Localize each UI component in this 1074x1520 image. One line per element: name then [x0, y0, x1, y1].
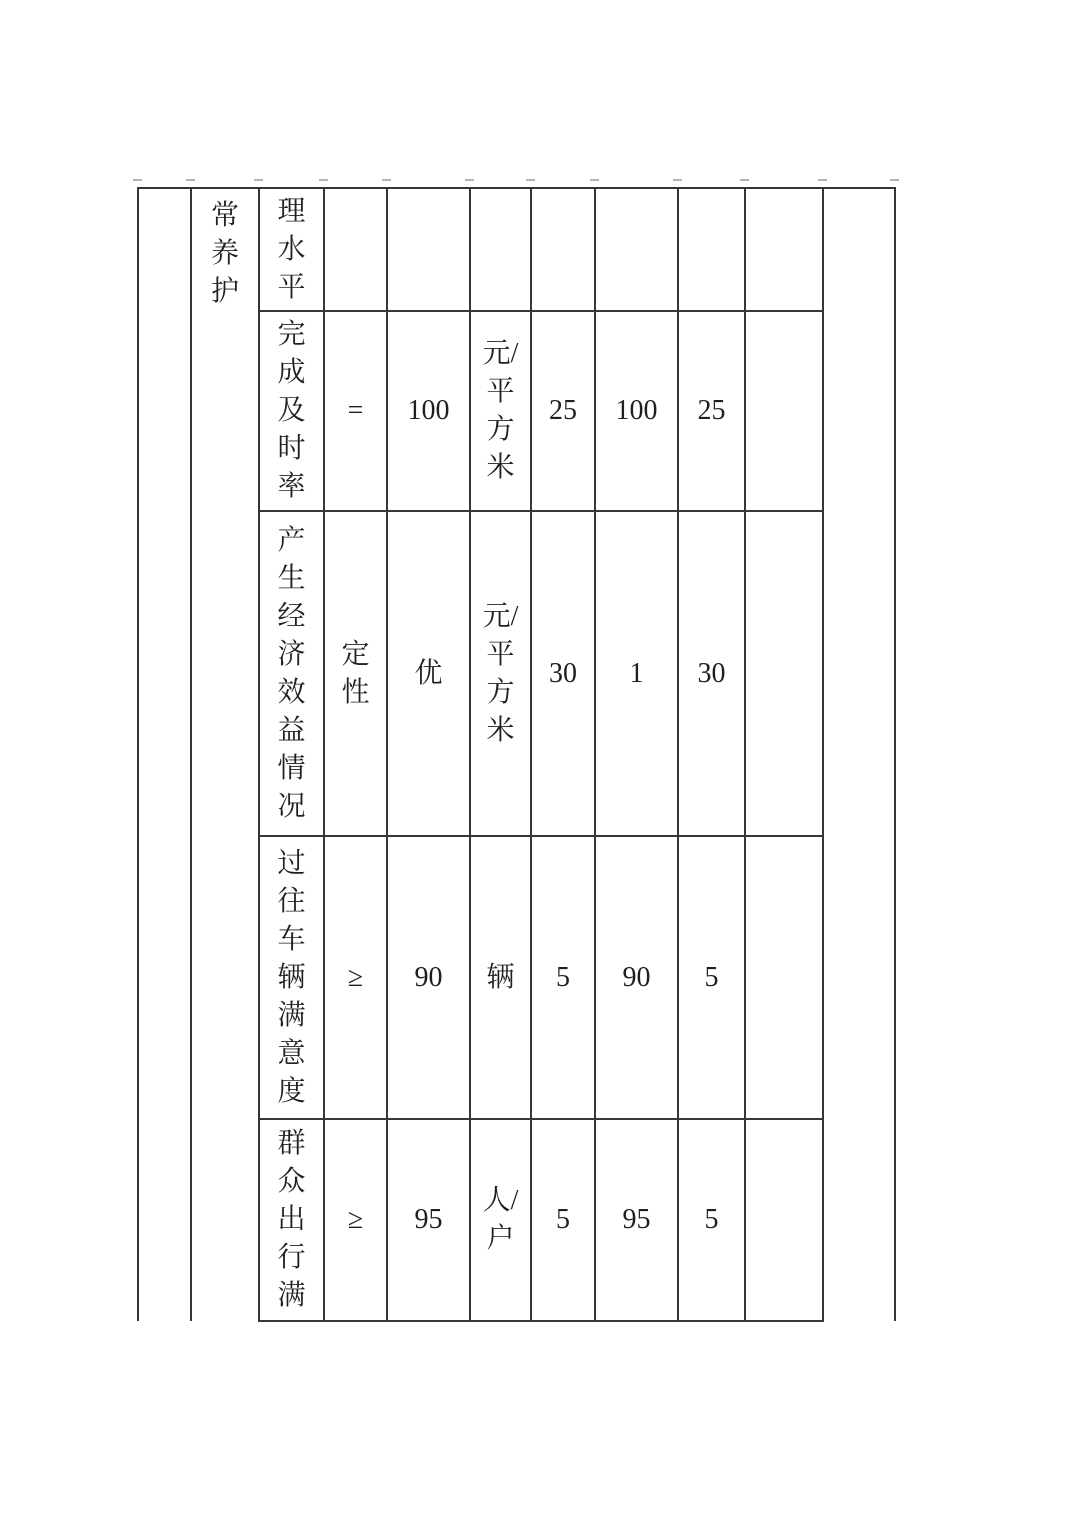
criterion-cell: 定性	[324, 511, 387, 836]
blank-cell	[745, 511, 823, 836]
score-cell	[595, 188, 678, 311]
page-break-tick	[382, 179, 391, 181]
page-break-tick	[465, 179, 474, 181]
page-break-tick	[590, 179, 599, 181]
indicator-text: 过往车辆满意度	[277, 847, 306, 1107]
unit-cell	[470, 188, 531, 311]
indicator-text: 群众出行满	[277, 1128, 306, 1311]
weight-cell: 25	[531, 311, 595, 511]
weight-cell: 30	[531, 511, 595, 836]
page-break-tick	[526, 179, 535, 181]
final-score-cell: 5	[678, 1119, 745, 1321]
value-cell	[387, 188, 470, 311]
page-break-tick	[890, 179, 899, 181]
page-break-tick	[186, 179, 195, 181]
indicator-cell	[259, 188, 324, 311]
unit-cell: 辆	[470, 836, 531, 1119]
score-cell: 100	[595, 311, 678, 511]
serial-cell	[138, 188, 191, 1321]
unit-cell: 元/平方米	[470, 511, 531, 836]
performance-indicator-table	[137, 187, 896, 1322]
page-break-tick	[818, 179, 827, 181]
value-cell: 100	[387, 311, 470, 511]
indicator-text: 完成及时率	[277, 319, 306, 502]
indicator-cell	[259, 311, 324, 511]
blank-cell	[745, 188, 823, 311]
weight-cell: 5	[531, 1119, 595, 1321]
page-break-tick	[673, 179, 682, 181]
criterion-cell: ≥	[324, 836, 387, 1119]
blank-cell	[745, 1119, 823, 1321]
category-text: 常养护	[210, 200, 239, 307]
indicator-cell	[259, 511, 324, 836]
unit-cell: 元/平方米	[470, 311, 531, 511]
criterion-cell: =	[324, 311, 387, 511]
final-score-cell: 30	[678, 511, 745, 836]
table-row	[138, 188, 895, 311]
weight-cell: 5	[531, 836, 595, 1119]
indicator-text: 产生经济效益情况	[277, 524, 306, 822]
unit-cell: 人/户	[470, 1119, 531, 1321]
value-cell: 95	[387, 1119, 470, 1321]
blank-cell	[745, 311, 823, 511]
remark-cell	[823, 188, 895, 1321]
value-cell: 优	[387, 511, 470, 836]
score-cell: 1	[595, 511, 678, 836]
value-cell: 90	[387, 836, 470, 1119]
weight-cell	[531, 188, 595, 311]
page-break-tick	[319, 179, 328, 181]
criterion-cell: ≥	[324, 1119, 387, 1321]
page-break-tick	[740, 179, 749, 181]
final-score-cell: 5	[678, 836, 745, 1119]
indicator-cell	[259, 836, 324, 1119]
indicator-cell	[259, 1119, 324, 1321]
page-break-tick	[133, 179, 142, 181]
indicator-text: 理水平	[277, 195, 306, 303]
score-cell: 95	[595, 1119, 678, 1321]
final-score-cell: 25	[678, 311, 745, 511]
final-score-cell	[678, 188, 745, 311]
score-cell: 90	[595, 836, 678, 1119]
category-cell	[191, 188, 259, 1321]
blank-cell	[745, 836, 823, 1119]
criterion-cell	[324, 188, 387, 311]
page-break-tick	[254, 179, 263, 181]
